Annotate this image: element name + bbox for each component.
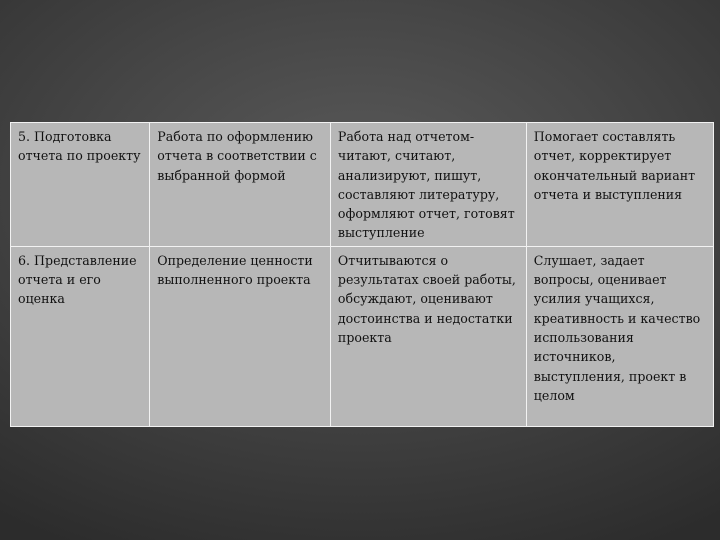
table-row xyxy=(11,246,714,426)
table-row xyxy=(11,123,714,247)
teacher-text: Помогает составлять отчет, корректирует окончательный вариант отчета и выступления xyxy=(533,129,696,202)
content-cell xyxy=(150,246,331,426)
teacher-cell xyxy=(526,246,713,426)
stage-text: 5. Подготовка отчета по проекту xyxy=(18,129,141,164)
teacher-text: Слушает, задает вопросы, оценивает усилия учащихся, креативность и качество использования источников, выступления, проект в целом xyxy=(533,252,701,403)
project-stages-table xyxy=(10,122,714,427)
content-cell xyxy=(150,123,331,247)
stage-cell xyxy=(11,123,150,247)
stage-text: 6. Представление отчета и его оценка xyxy=(18,252,137,307)
content-text: Работа по оформлению отчета в соответствии с выбранной формой xyxy=(157,129,317,183)
students-text: Отчитываются о результатах своей работы, обсуждают, оценивают достоинства и недостатки проекта xyxy=(337,252,516,345)
students-cell xyxy=(330,246,526,426)
content-text: Определение ценности выполненного проекта xyxy=(157,252,313,288)
students-cell xyxy=(330,123,526,247)
stage-cell xyxy=(11,246,150,426)
teacher-cell xyxy=(526,123,713,247)
students-text: Работа над отчетом- читают, считают, анализируют, пишут, составляют литературу, оформляют отчет, готовят выступление xyxy=(337,129,515,241)
